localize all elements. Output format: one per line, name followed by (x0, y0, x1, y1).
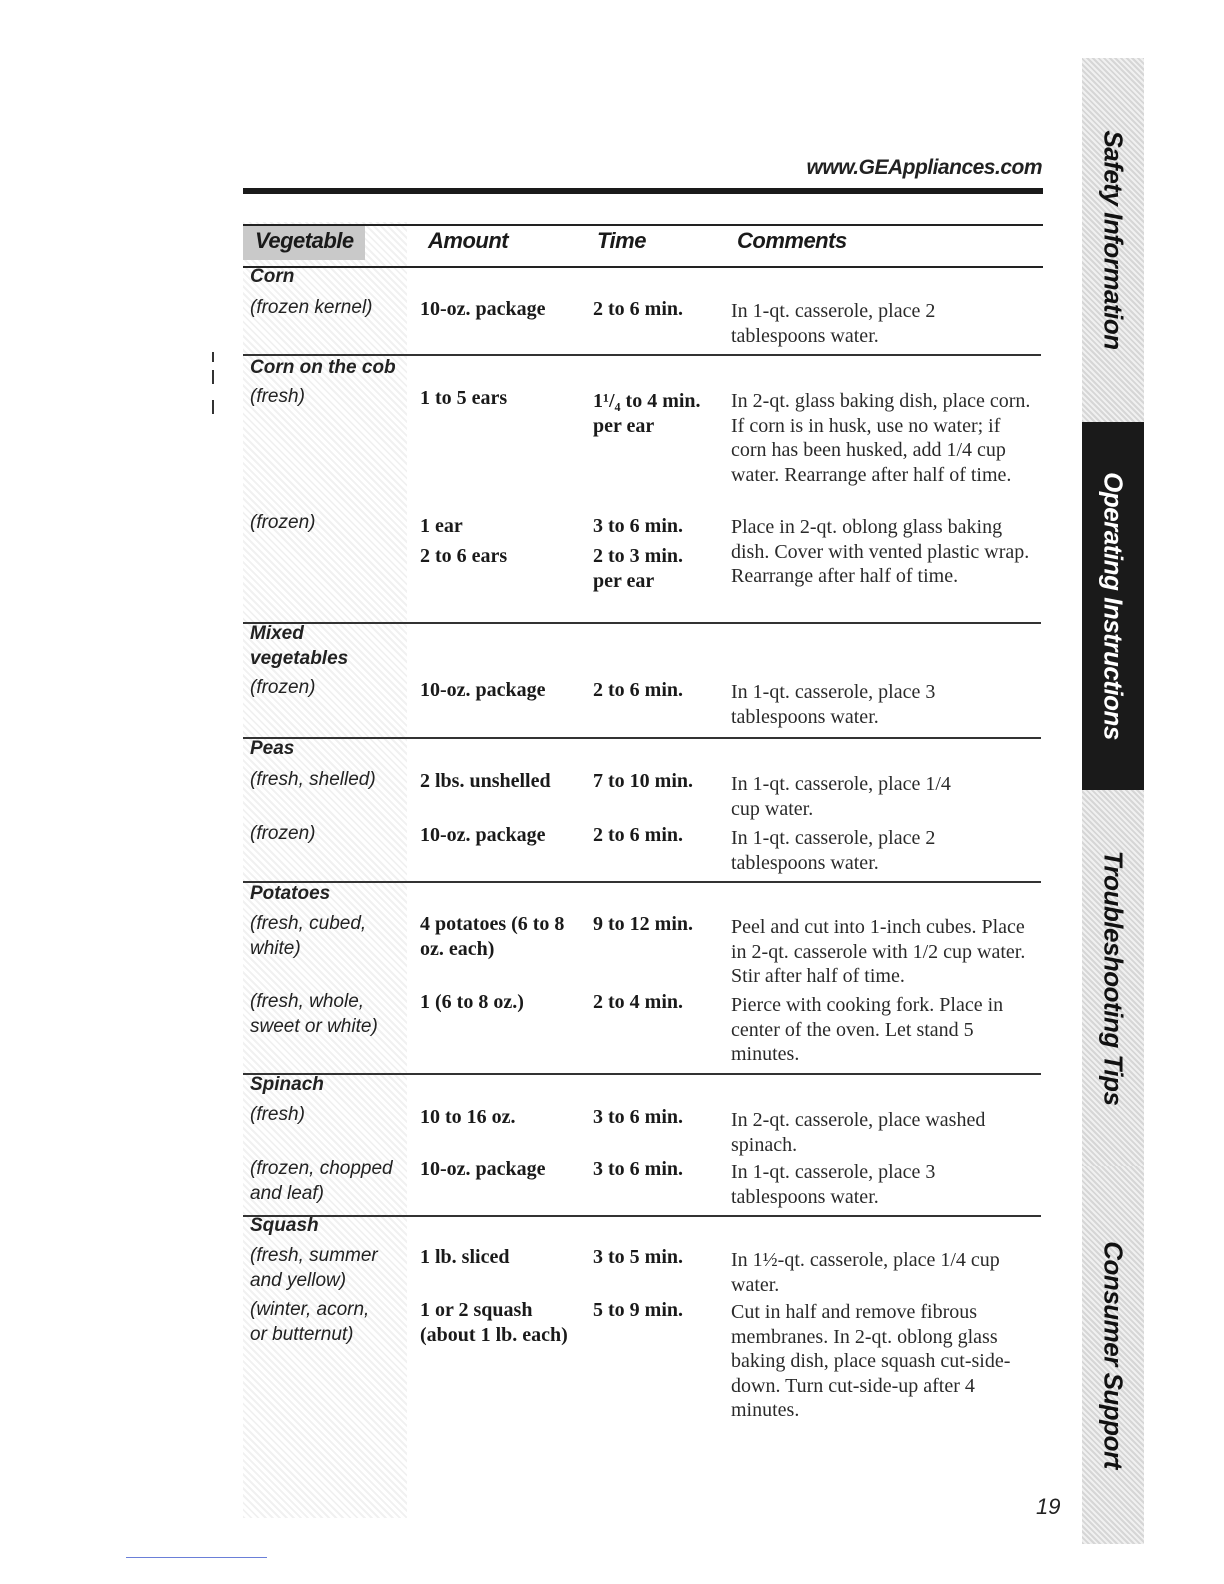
vegetable-name: Mixed vegetables (250, 623, 349, 669)
tab-label: Safety Information (1098, 130, 1129, 350)
amount-cell: 10-oz. package (420, 679, 546, 701)
comments-cell: Peel and cut into 1-inch cubes. Place in 2-qt. casserole with 1/2 cup water. Stir after half of time. (731, 916, 1026, 987)
vegetable-subtype: (frozen) (250, 823, 316, 844)
vegetable-name: Peas (250, 738, 295, 759)
header-rule (243, 188, 1043, 194)
amount-cell: 10-oz. package (420, 298, 546, 320)
time-cell: 3 to 5 min. (593, 1246, 683, 1268)
amount-cell: 4 potatoes (6 to 8 oz. each) (420, 913, 565, 960)
vegetable-name: Potatoes (250, 883, 331, 904)
time-cell: 1¹/₄ to 4 min. per ear (593, 390, 701, 437)
time-cell: 9 to 12 min. (593, 913, 693, 935)
section-tabs (1082, 58, 1144, 1546)
amount-cell: 10-oz. package (420, 824, 546, 846)
comments-cell: In 1-qt. casserole, place 2 tablespoons water. (731, 300, 936, 347)
vegetable-subtype: (fresh, whole, sweet or white) (250, 991, 378, 1037)
time-cell: 2 to 3 min. per ear (593, 545, 683, 592)
header-time: Time (597, 228, 646, 253)
time-cell: 2 to 6 min. (593, 824, 683, 846)
vegetable-name: Corn (250, 266, 295, 287)
header-comments: Comments (737, 228, 847, 253)
time-cell: 2 to 4 min. (593, 991, 683, 1013)
website-url: www.GEAppliances.com (806, 156, 1042, 179)
comments-cell: In 1-qt. casserole, place 3 tablespoons water. (731, 1161, 936, 1208)
header-vegetable: Vegetable (243, 226, 365, 260)
time-cell: 3 to 6 min. (593, 1158, 683, 1180)
header-amount: Amount (428, 228, 509, 253)
tab-label: Troubleshooting Tips (1098, 850, 1129, 1106)
row-divider (243, 622, 1041, 624)
vegetable-subtype: (frozen) (250, 677, 316, 698)
comments-cell: In 1-qt. casserole, place 3 tablespoons water. (731, 681, 936, 728)
vegetable-subtype: (winter, acorn, or butternut) (250, 1299, 370, 1345)
time-cell: 3 to 6 min. (593, 1106, 683, 1128)
bottom-link-line (126, 1557, 267, 1558)
row-divider (243, 1073, 1041, 1075)
time-cell: 5 to 9 min. (593, 1299, 683, 1321)
time-cell: 2 to 6 min. (593, 679, 683, 701)
comments-cell: In 2-qt. casserole, place washed spinach. (731, 1109, 986, 1156)
vegetable-subtype: (frozen kernel) (250, 297, 373, 318)
tab-label: Consumer Support (1098, 1241, 1129, 1469)
tab-troubleshooting-tips[interactable] (1082, 790, 1144, 1168)
comments-cell: Pierce with cooking fork. Place in center of the oven. Let stand 5 minutes. (731, 994, 1004, 1065)
comments-cell: In 1½-qt. casserole, place 1/4 cup water. (731, 1249, 1000, 1296)
margin-mark (212, 400, 214, 414)
time-cell: 7 to 10 min. (593, 770, 693, 792)
row-divider (243, 737, 1041, 739)
margin-mark (212, 370, 214, 384)
comments-cell: Place in 2-qt. oblong glass baking dish. Cover with vented plastic wrap. Rearrange after half of time. (731, 516, 1030, 587)
vegetable-subtype: (fresh, cubed, white) (250, 913, 367, 959)
amount-cell: 1 to 5 ears (420, 387, 508, 409)
margin-mark (212, 352, 214, 362)
tab-label: Operating Instructions (1098, 472, 1129, 740)
tab-safety-information[interactable] (1082, 58, 1144, 424)
page-number: 19 (1036, 1494, 1061, 1519)
vegetable-subtype: (fresh) (250, 1104, 305, 1125)
amount-cell: 2 to 6 ears (420, 545, 508, 567)
vegetable-subtype: (fresh, shelled) (250, 769, 376, 790)
vegetable-name: Corn on the cob (250, 357, 396, 378)
vegetable-subtype: (fresh) (250, 386, 305, 407)
vegetable-subtype: (frozen) (250, 512, 316, 533)
comments-cell: Cut in half and remove fibrous membranes. In 2-qt. oblong glass baking dish, place squash cut-side-down. Turn cut-side-up after 4 minutes. (731, 1301, 1011, 1421)
time-cell: 3 to 6 min. (593, 515, 683, 537)
amount-cell: 10 to 16 oz. (420, 1106, 516, 1128)
amount-cell: 1 ear (420, 515, 463, 537)
time-cell: 2 to 6 min. (593, 298, 683, 320)
vegetable-subtype: (frozen, chopped and leaf) (250, 1158, 393, 1204)
comments-cell: In 2-qt. glass baking dish, place corn. If corn is in husk, use no water; if corn has been husked, add 1/4 cup water. Rearrange after half of time. (731, 390, 1031, 486)
amount-cell: 2 lbs. unshelled (420, 770, 551, 792)
comments-cell: In 1-qt. casserole, place 1/4 cup water. (731, 773, 951, 820)
row-divider (243, 1215, 1041, 1217)
comments-cell: In 1-qt. casserole, place 2 tablespoons water. (731, 827, 936, 874)
tab-consumer-support[interactable] (1082, 1166, 1144, 1546)
amount-cell: 1 (6 to 8 oz.) (420, 991, 524, 1013)
amount-cell: 1 or 2 squash (about 1 lb. each) (420, 1299, 568, 1346)
vegetable-subtype: (fresh, summer and yellow) (250, 1245, 378, 1291)
tab-operating-instructions[interactable] (1082, 422, 1144, 792)
vegetable-name: Squash (250, 1215, 319, 1236)
row-divider (243, 881, 1041, 883)
amount-cell: 1 lb. sliced (420, 1246, 510, 1268)
vegetable-name: Spinach (250, 1074, 324, 1095)
amount-cell: 10-oz. package (420, 1158, 546, 1180)
table-header-bottom-rule (243, 266, 1043, 268)
